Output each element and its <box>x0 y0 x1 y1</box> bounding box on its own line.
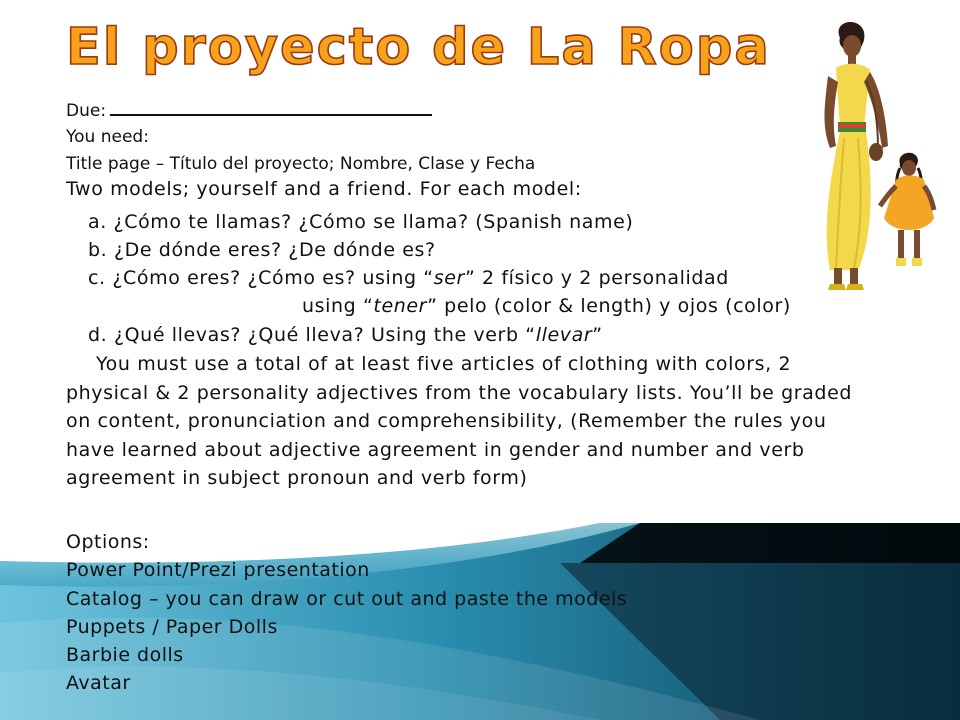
item-d-suffix: ” <box>592 324 603 346</box>
title-page-requirement: Title page – Título del proyecto; Nombre, Clase y Fecha <box>66 154 536 174</box>
instructions-paragraph <box>66 350 856 493</box>
options-heading: Options: <box>66 531 150 553</box>
item-b: b. ¿De dónde eres? ¿De dónde es? <box>88 239 436 261</box>
item-c-continuation <box>302 295 791 317</box>
page-title: El proyecto de La Ropa <box>66 18 771 77</box>
item-a: a. ¿Cómo te llamas? ¿Cómo se llama? (Spanish name) <box>88 211 634 233</box>
due-blank <box>110 100 432 116</box>
option-item: Avatar <box>66 672 131 695</box>
instructions-text: You must use a total of at least five articles of clothing with colors, 2 physical & 2 personality adjectives from the vocabulary lists. You’ll be graded on content, pronunciation and comprehensibility, (Remember the rules you have learned about adjective agreement in gender and number and verb agreement in subject pronoun and verb form) <box>66 353 853 489</box>
option-item: Catalog – you can draw or cut out and paste the models <box>66 587 628 610</box>
options-list <box>66 528 627 698</box>
option-item: Power Point/Prezi presentation <box>66 559 370 582</box>
item-c2-verb: tener <box>373 295 428 317</box>
item-d-prefix: d. ¿Qué llevas? ¿Qué lleva? Using the verb “ <box>88 324 536 346</box>
item-c2-suffix: ” pelo (color & length) y ojos (color) <box>427 295 791 317</box>
due-line <box>66 100 432 121</box>
woman-and-child-illustration <box>800 18 955 303</box>
option-item: Puppets / Paper Dolls <box>66 615 278 638</box>
item-c-prefix: c. ¿Cómo eres? ¿Cómo es? using “ <box>88 267 434 289</box>
item-d-verb: llevar <box>535 324 593 346</box>
item-c2-prefix: using “ <box>302 295 374 317</box>
item-c-verb: ser <box>433 267 465 289</box>
option-item: Barbie dolls <box>66 644 184 667</box>
you-need-label: You need: <box>66 127 149 147</box>
item-c-suffix: ” 2 físico y 2 personalidad <box>464 267 729 289</box>
item-c <box>88 267 729 289</box>
item-d <box>88 324 603 346</box>
due-label: Due: <box>66 101 107 121</box>
models-intro: Two models; yourself and a friend. For each model: <box>66 178 582 200</box>
